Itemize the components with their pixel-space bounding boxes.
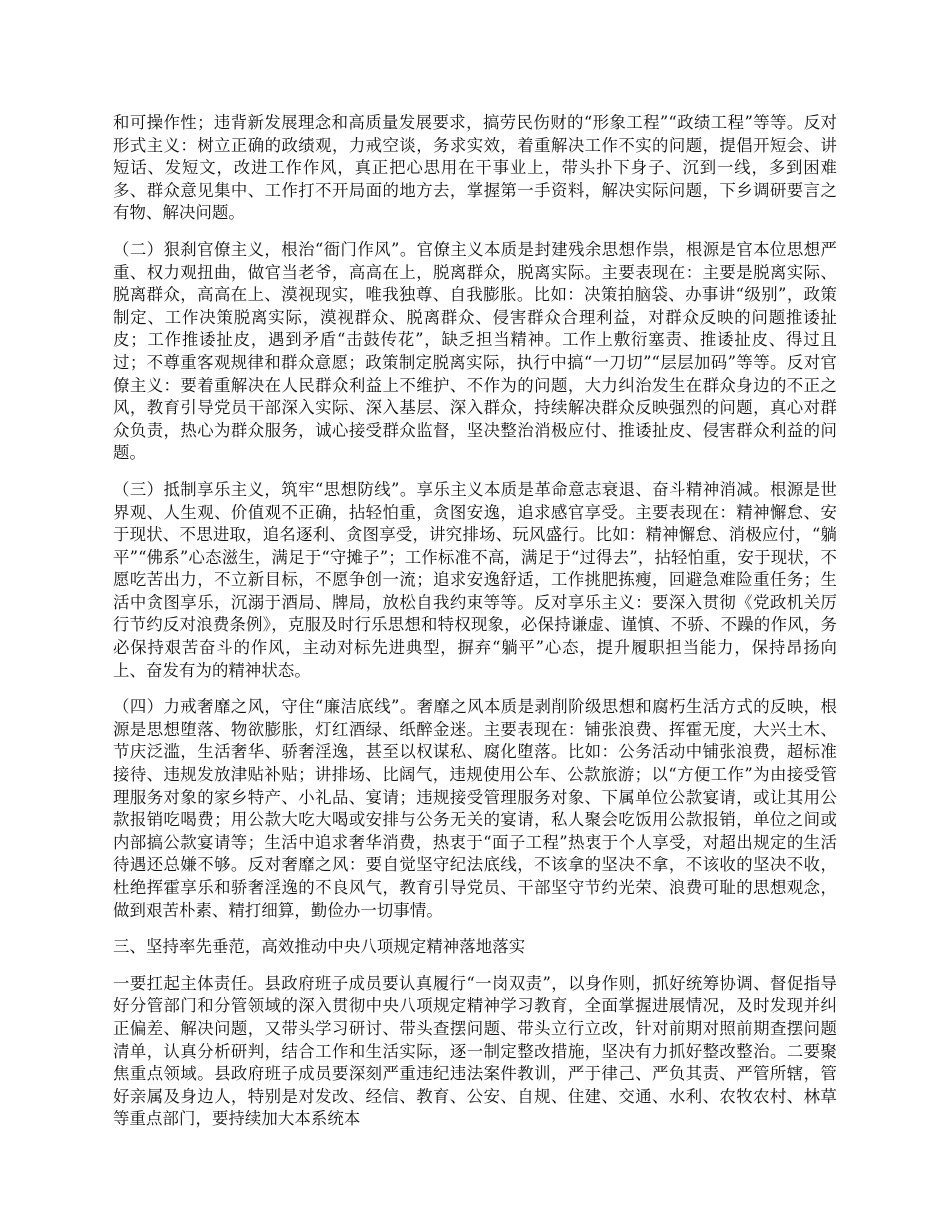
- section-heading-three: 三、坚持率先垂范，高效推动中央八项规定精神落地落实: [113, 937, 526, 957]
- document-page: [113, 112, 837, 1145]
- paragraph-bureaucratism: （二）狠刹官僚主义，根治“衙门作风”。官僚主义本质是封建残余思想作祟，根源是官本位思想严重、权力观扭曲，做官当老爷，高高在上，脱离群众，脱离实际。主要表现在：主要是脱离实际、脱离群众，高高在上、漠视现实，唯我独尊、自我膨胀。比如：决策拍脑袋、办事讲“级别”，政策制定、工作决策脱离实际，漠视群众、脱离群众、侵害群众合理利益，对群众反映的问题推诿扯皮；工作推诿扯皮，遇到矛盾“击鼓传花”，缺乏担当精神。工作上敷衍塞责、推诿扯皮、得过且过；不尊重客观规律和群众意愿；政策制定脱离实际，执行中搞“一刀切”“层层加码”等等。反对官僚主义：要着重解决在人民群众利益上不维护、不作为的问题，大力纠治发生在群众身边的不正之风，教育引导党员干部深入实际、深入基层、深入群众，持续解决群众反映强烈的问题，真心对群众负责，热心为群众服务，诚心接受群众监督，坚决整治消极应付、推诿扯皮、侵害群众利益的问题。: [113, 239, 837, 463]
- paragraph-form-continuation: 和可操作性；违背新发展理念和高质量发展要求，搞劳民伤财的“形象工程”“政绩工程”等等。反对形式主义：树立正确的政绩观，力戒空谈，务求实效，着重解决工作不实的问题，提倡开短会、讲短话、发短文，改进工作作风，真正把心思用在干事业上，带头扑下身子、沉到一线，多到困难多、群众意见集中、工作打不开局面的地方去，掌握第一手资料，解决实际问题，下乡调研要言之有物、解决问题。: [113, 113, 837, 223]
- paragraph-extravagance: （四）力戒奢靡之风，守住“廉洁底线”。奢靡之风本质是剥削阶级思想和腐朽生活方式的反映，根源是思想堕落、物欲膨胀，灯红酒绿、纸醉金迷。主要表现在：铺张浪费、挥霍无度，大兴土木、节庆泛滥，生活奢华、骄奢淫逸，甚至以权谋私、腐化堕落。比如：公务活动中铺张浪费，超标准接待、违规发放津贴补贴；讲排场、比阔气，违规使用公车、公款旅游；以“方便工作”为由接受管理服务对象的家乡特产、小礼品、宴请；违规接受管理服务对象、下属单位公款宴请，或让其用公款报销吃喝费；用公款大吃大喝或安排与公务无关的宴请，私人聚会吃饭用公款报销，单位之间或内部搞公款宴请等；生活中追求奢华消费，热衷于“面子工程”热衷于个人享受，对超出规定的生活待遇还总嫌不够。反对奢靡之风：要自觉坚守纪法底线，不该拿的坚决不拿，不该收的坚决不收，杜绝挥霍享乐和骄奢淫逸的不良风气，教育引导党员、干部坚守节约光荣、浪费可耻的思想观念，做到艰苦朴素、精打细算，勤俭办一切事情。: [113, 697, 837, 920]
- paragraph-responsibility: 一要扛起主体责任。县政府班子成员要认真履行“一岗双责”，以身作则，抓好统筹协调、督促指导好分管部门和分管领域的深入贯彻中央八项规定精神学习教育，全面掌握进展情况，及时发现并纠正偏差、解决问题，又带头学习研讨、带头查摆问题、带头立行立改，针对前期对照前期查摆问题清单，认真分析研判，结合工作和生活实际，逐一制定整改措施，坚决有力抓好整改整治。二要聚焦重点领域。县政府班子成员要深刻严重违纪违法案件教训，严于律己、严负其责、严管所辖，管好亲属及身边人，特别是对发改、经信、教育、公安、自规、住建、交通、水利、农牧农村、林草等重点部门，要持续加大本系统本: [113, 973, 837, 1129]
- paragraph-hedonism: （三）抵制享乐主义，筑牢“思想防线”。享乐主义本质是革命意志衰退、奋斗精神消减。根源是世界观、人生观、价值观不正确，拈轻怕重，贪图安逸，追求感官享受。主要表现在：精神懈怠、安于现状、不思进取，追名逐利、贪图享受，讲究排场、玩风盛行。比如：精神懈怠、消极应付，“躺平”“佛系”心态滋生，满足于“守摊子”；工作标准不高，满足于“过得去”，拈轻怕重，安于现状，不愿吃苦出力，不立新目标，不愿争创一流；追求安逸舒适，工作挑肥拣瘦，回避急难险重任务；生活中贪图享乐，沉溺于酒局、牌局，放松自我约束等等。反对享乐主义：要深入贯彻《党政机关厉行节约反对浪费条例》，克服及时行乐思想和特权现象，必保持谦虚、谨慎、不骄、不躁的作风，务必保持艰苦奋斗的作风，主动对标先进典型，摒弃“躺平”心态，提升履职担当能力，保持昂扬向上、奋发有为的精神状态。: [113, 479, 837, 680]
